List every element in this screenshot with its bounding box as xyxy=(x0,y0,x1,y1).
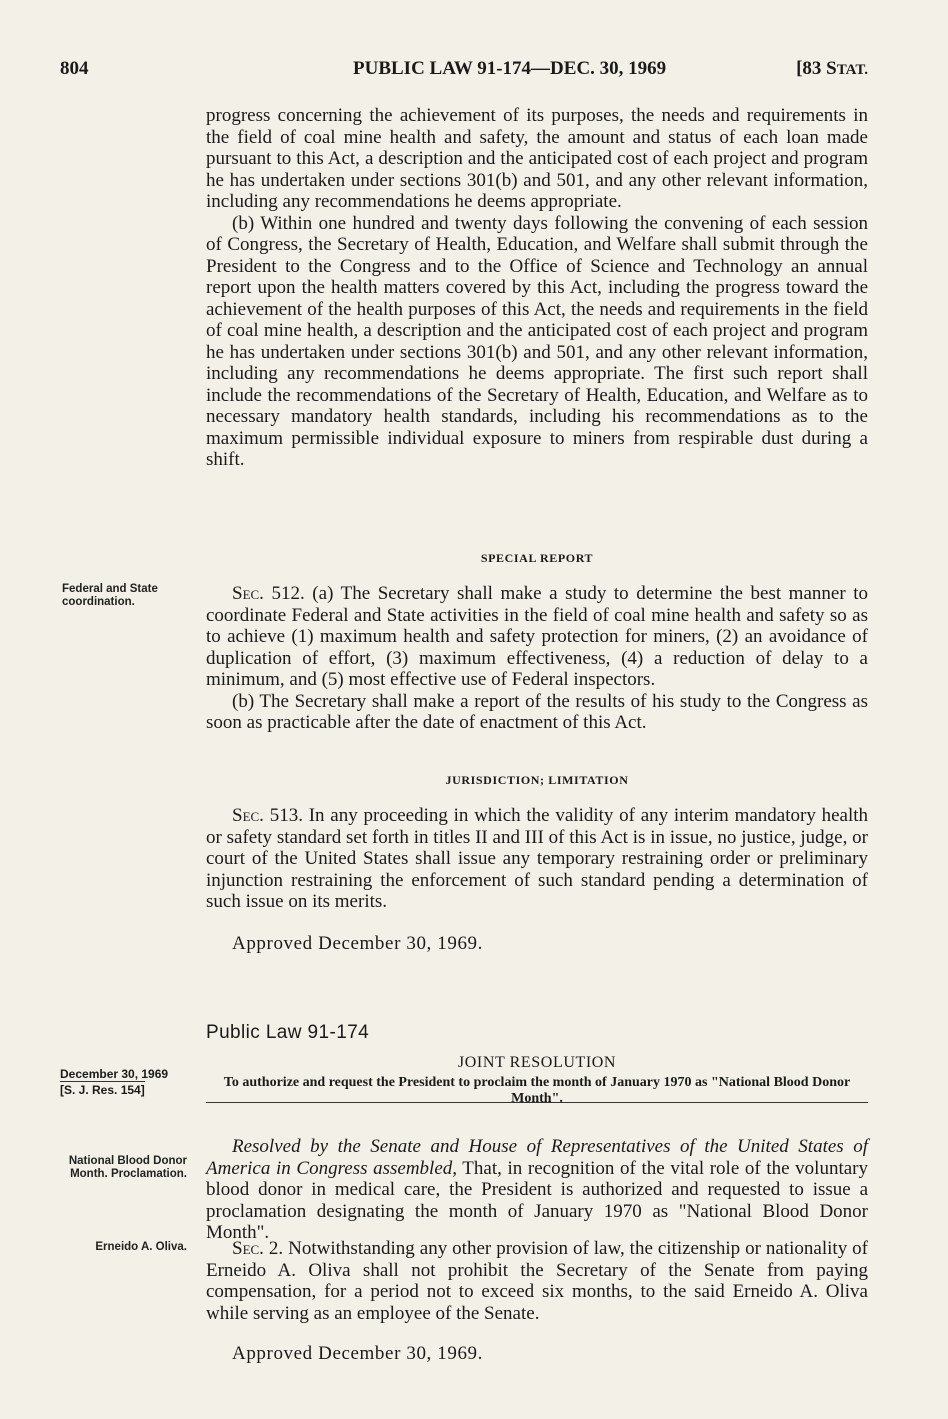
paragraph: (b) The Secretary shall make a report of the results of his study to the Congress as soon as practicable after the date of enactment of this Act. xyxy=(206,690,868,733)
paragraph: progress concerning the achievement of its purposes, the needs and requirements in the field of coal mine health and safety, the amount and status of each loan made pursuant to this Act, a description and the anticipated cost of each project and program he has undertaken under sections 301(b) and 501, and any other relevant information, including any recommendations he deems appropriate. xyxy=(206,105,868,212)
running-header xyxy=(60,58,868,88)
public-law-title: Public Law 91-174 xyxy=(206,1022,370,1043)
section-heading-jurisdiction: JURISDICTION; LIMITATION xyxy=(445,773,629,787)
section-512-text xyxy=(206,583,868,734)
margin-date-resolution: December 30, 1969 [S. J. Res. 154] xyxy=(60,1067,169,1097)
paragraph: Sec. 2. Notwithstanding any other provision of law, the citizenship or nationality of Erneido A. Oliva shall not prohibit the Secretary of the Senate from paying compensation, for a period not to exceed six months, to the said Erneido A. Oliva while serving as an employee of the Senate. xyxy=(206,1238,868,1324)
section-2-text xyxy=(206,1238,868,1324)
resolution-text xyxy=(206,1136,868,1244)
paragraph: (b) Within one hundred and twenty days following the convening of each session of Congress, the Secretary of Health, Education, and Welfare shall submit through the President to the Congress and to the Office of Science and Technology an annual report upon the health matters covered by this Act, including the progress toward the achievement of the health purposes of this Act, the needs and requirements in the field of coal mine health, a description and the anticipated cost of each project and program he has undertaken under sections 301(b) and 501, and any other relevant information, including any recommendations he deems appropriate. The first such report shall include the recommendations of the Secretary of Health, Education, and Welfare as to necessary mandatory health standards, including his recommendations as to the maximum permissible individual exposure to miners from respirable dust during a shift. xyxy=(206,212,868,470)
page-number: 804 xyxy=(60,58,89,79)
paragraph: Sec. 512. (a) The Secretary shall make a study to determine the best manner to coordinate Federal and State activities in the field of coal mine health and safety so as to achieve (1) maximum health and safety protection for miners, (2) an avoidance of duplication of effort, (3) maximum effectiveness, (4) a reduction of delay to a minimum, and (5) most effective use of Federal inspectors. xyxy=(206,583,868,690)
resolution-purpose: To authorize and request the President to proclaim the month of January 1970 as "National Blood Donor Month". xyxy=(223,1075,851,1106)
paragraph: Resolved by the Senate and House of Representatives of the United States of America in Congress assembled, That, in recognition of the vital role of the voluntary blood donor in medical care, the President is authorized and requested to issue a proclamation designating the month of January 1970 as "National Blood Donor Month". xyxy=(206,1136,868,1243)
margin-note-oliva: Erneido A. Oliva. xyxy=(95,1241,187,1253)
approved-date: Approved December 30, 1969. xyxy=(232,933,483,954)
section-513-text xyxy=(206,805,868,913)
section-511-text xyxy=(206,105,868,471)
statute-reference: [83 STAT. xyxy=(796,58,868,79)
joint-resolution-heading: JOINT RESOLUTION xyxy=(457,1054,617,1071)
divider xyxy=(206,1102,868,1103)
margin-note-blood-donor: National Blood Donor Month. Proclamation. xyxy=(68,1155,187,1180)
margin-note-federal-state: Federal and State coordination. xyxy=(62,583,158,608)
header-title: PUBLIC LAW 91-174—DEC. 30, 1969 xyxy=(353,58,667,79)
paragraph: Sec. 513. In any proceeding in which the validity of any interim mandatory health or safety standard set forth in titles II and III of this Act is in issue, no justice, judge, or court of the United States shall issue any temporary restraining order or preliminary injunction restraining the enforcement of such standard pending a determination of such issue on its merits. xyxy=(206,805,869,912)
approved-date-2: Approved December 30, 1969. xyxy=(232,1343,483,1364)
section-heading-special-report: SPECIAL REPORT xyxy=(480,551,594,565)
